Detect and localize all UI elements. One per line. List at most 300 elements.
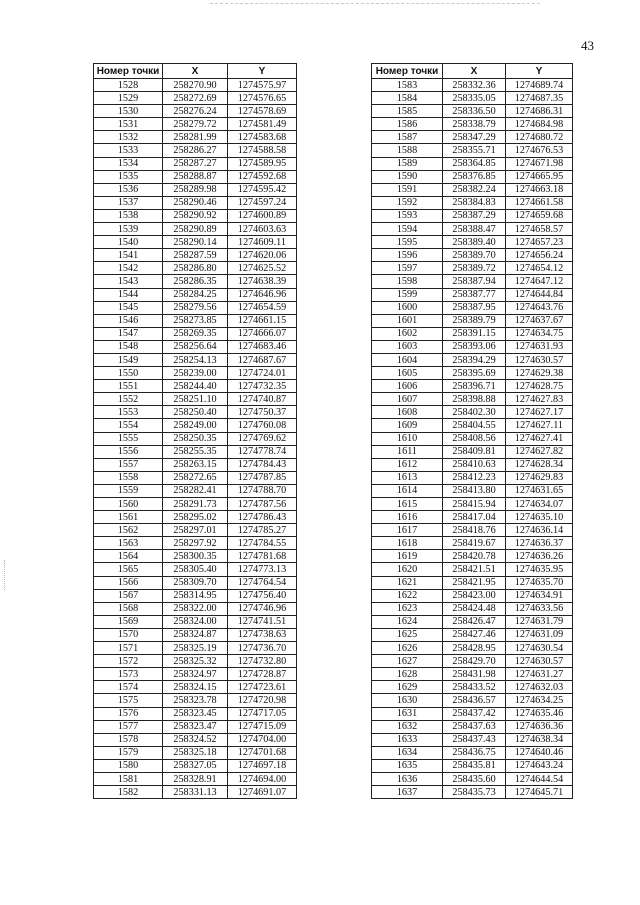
cell-x: 258323.78 <box>163 694 228 707</box>
cell-x: 258420.78 <box>443 550 506 563</box>
cell-x: 258404.55 <box>443 419 506 432</box>
table-row <box>372 642 573 655</box>
cell-point-number: 1566 <box>94 576 163 589</box>
cell-x: 258433.52 <box>443 681 506 694</box>
cell-x: 258419.67 <box>443 537 506 550</box>
cell-point-number: 1580 <box>94 759 163 772</box>
cell-y: 1274760.08 <box>227 419 296 432</box>
cell-y: 1274644.54 <box>505 772 572 785</box>
cell-point-number: 1615 <box>372 498 443 511</box>
table-row <box>94 458 297 471</box>
cell-x: 258331.13 <box>163 786 228 799</box>
cell-point-number: 1571 <box>94 642 163 655</box>
cell-y: 1274665.95 <box>505 170 572 183</box>
cell-x: 258297.01 <box>163 524 228 537</box>
cell-x: 258325.19 <box>163 642 228 655</box>
table-row <box>94 105 297 118</box>
cell-point-number: 1591 <box>372 183 443 196</box>
cell-y: 1274683.46 <box>227 340 296 353</box>
cell-point-number: 1616 <box>372 511 443 524</box>
cell-y: 1274645.71 <box>505 786 572 799</box>
table-row <box>94 288 297 301</box>
cell-x: 258284.25 <box>163 288 228 301</box>
table-row <box>372 406 573 419</box>
cell-y: 1274630.57 <box>505 655 572 668</box>
table-row <box>94 733 297 746</box>
coordinates-table-right <box>371 63 573 799</box>
table-row <box>372 209 573 222</box>
cell-point-number: 1576 <box>94 707 163 720</box>
cell-x: 258286.80 <box>163 262 228 275</box>
table-row <box>94 537 297 550</box>
cell-point-number: 1599 <box>372 288 443 301</box>
table-row <box>372 432 573 445</box>
header-y: Y <box>505 64 572 79</box>
table-row <box>94 550 297 563</box>
cell-x: 258323.47 <box>163 720 228 733</box>
cell-point-number: 1609 <box>372 419 443 432</box>
cell-y: 1274635.46 <box>505 707 572 720</box>
cell-point-number: 1541 <box>94 249 163 262</box>
cell-y: 1274787.56 <box>227 498 296 511</box>
cell-y: 1274631.79 <box>505 615 572 628</box>
table-row <box>372 249 573 262</box>
table-row <box>372 458 573 471</box>
cell-y: 1274687.67 <box>227 353 296 366</box>
cell-y: 1274661.58 <box>505 196 572 209</box>
cell-y: 1274704.00 <box>227 733 296 746</box>
cell-y: 1274636.14 <box>505 524 572 537</box>
table-row <box>94 615 297 628</box>
cell-point-number: 1627 <box>372 655 443 668</box>
table-row <box>372 118 573 131</box>
table-row <box>94 471 297 484</box>
cell-y: 1274630.54 <box>505 642 572 655</box>
table-row <box>94 380 297 393</box>
table-body-left <box>94 79 297 799</box>
table-row <box>372 353 573 366</box>
table-row <box>94 511 297 524</box>
cell-x: 258437.63 <box>443 720 506 733</box>
table-row <box>94 301 297 314</box>
cell-point-number: 1554 <box>94 419 163 432</box>
cell-y: 1274628.75 <box>505 380 572 393</box>
cell-y: 1274576.65 <box>227 92 296 105</box>
table-row <box>94 236 297 249</box>
cell-y: 1274578.69 <box>227 105 296 118</box>
scan-top-marks <box>210 3 540 8</box>
cell-x: 258263.15 <box>163 458 228 471</box>
cell-y: 1274620.06 <box>227 249 296 262</box>
cell-point-number: 1605 <box>372 367 443 380</box>
cell-x: 258322.00 <box>163 602 228 615</box>
table-row <box>372 537 573 550</box>
cell-y: 1274691.07 <box>227 786 296 799</box>
table-row <box>94 406 297 419</box>
cell-point-number: 1637 <box>372 786 443 799</box>
cell-point-number: 1545 <box>94 301 163 314</box>
cell-y: 1274592.68 <box>227 170 296 183</box>
cell-point-number: 1565 <box>94 563 163 576</box>
cell-x: 258389.79 <box>443 314 506 327</box>
cell-y: 1274694.00 <box>227 772 296 785</box>
table-row <box>372 288 573 301</box>
cell-x: 258387.94 <box>443 275 506 288</box>
cell-x: 258300.35 <box>163 550 228 563</box>
table-row <box>94 367 297 380</box>
cell-point-number: 1530 <box>94 105 163 118</box>
table-row <box>94 144 297 157</box>
cell-x: 258435.73 <box>443 786 506 799</box>
cell-y: 1274581.49 <box>227 118 296 131</box>
table-row <box>372 380 573 393</box>
cell-y: 1274597.24 <box>227 196 296 209</box>
cell-y: 1274583.68 <box>227 131 296 144</box>
table-row <box>94 642 297 655</box>
cell-x: 258388.47 <box>443 223 506 236</box>
cell-x: 258391.15 <box>443 327 506 340</box>
cell-y: 1274715.09 <box>227 720 296 733</box>
cell-point-number: 1583 <box>372 79 443 92</box>
table-row <box>94 92 297 105</box>
cell-y: 1274781.68 <box>227 550 296 563</box>
table-row <box>94 118 297 131</box>
cell-x: 258290.89 <box>163 223 228 236</box>
table-row <box>372 340 573 353</box>
cell-x: 258387.95 <box>443 301 506 314</box>
cell-point-number: 1575 <box>94 694 163 707</box>
cell-y: 1274634.25 <box>505 694 572 707</box>
cell-point-number: 1624 <box>372 615 443 628</box>
cell-y: 1274638.39 <box>227 275 296 288</box>
cell-y: 1274741.51 <box>227 615 296 628</box>
cell-y: 1274778.74 <box>227 445 296 458</box>
table-row <box>94 681 297 694</box>
cell-y: 1274738.63 <box>227 628 296 641</box>
cell-point-number: 1540 <box>94 236 163 249</box>
cell-y: 1274625.52 <box>227 262 296 275</box>
cell-y: 1274627.41 <box>505 432 572 445</box>
table-row <box>94 157 297 170</box>
cell-x: 258421.95 <box>443 576 506 589</box>
cell-y: 1274634.07 <box>505 498 572 511</box>
table-row <box>372 471 573 484</box>
cell-y: 1274643.76 <box>505 301 572 314</box>
table-row <box>94 628 297 641</box>
cell-x: 258244.40 <box>163 380 228 393</box>
table-row <box>372 92 573 105</box>
cell-x: 258250.35 <box>163 432 228 445</box>
cell-point-number: 1608 <box>372 406 443 419</box>
cell-point-number: 1536 <box>94 183 163 196</box>
scan-left-marks <box>4 560 6 590</box>
table-row <box>94 249 297 262</box>
cell-x: 258335.05 <box>443 92 506 105</box>
cell-point-number: 1626 <box>372 642 443 655</box>
cell-y: 1274647.12 <box>505 275 572 288</box>
table-row <box>372 236 573 249</box>
cell-point-number: 1543 <box>94 275 163 288</box>
table-row <box>94 759 297 772</box>
cell-point-number: 1564 <box>94 550 163 563</box>
cell-x: 258421.51 <box>443 563 506 576</box>
table-row <box>372 746 573 759</box>
table-row <box>94 262 297 275</box>
cell-y: 1274732.35 <box>227 380 296 393</box>
cell-x: 258435.81 <box>443 759 506 772</box>
cell-point-number: 1601 <box>372 314 443 327</box>
cell-y: 1274773.13 <box>227 563 296 576</box>
cell-x: 258384.83 <box>443 196 506 209</box>
cell-point-number: 1558 <box>94 471 163 484</box>
table-row <box>372 144 573 157</box>
table-row <box>372 170 573 183</box>
cell-x: 258424.48 <box>443 602 506 615</box>
cell-point-number: 1612 <box>372 458 443 471</box>
cell-y: 1274634.75 <box>505 327 572 340</box>
table-row <box>372 223 573 236</box>
cell-point-number: 1547 <box>94 327 163 340</box>
cell-x: 258281.99 <box>163 131 228 144</box>
cell-y: 1274723.61 <box>227 681 296 694</box>
cell-y: 1274671.98 <box>505 157 572 170</box>
table-row <box>372 275 573 288</box>
cell-point-number: 1551 <box>94 380 163 393</box>
table-row <box>94 746 297 759</box>
header-x: X <box>163 64 228 79</box>
table-row <box>94 498 297 511</box>
table-row <box>372 720 573 733</box>
cell-x: 258355.71 <box>443 144 506 157</box>
cell-point-number: 1563 <box>94 537 163 550</box>
cell-y: 1274632.03 <box>505 681 572 694</box>
table-row <box>372 576 573 589</box>
cell-x: 258327.05 <box>163 759 228 772</box>
cell-x: 258413.80 <box>443 484 506 497</box>
cell-y: 1274595.42 <box>227 183 296 196</box>
cell-x: 258249.00 <box>163 419 228 432</box>
table-row <box>372 301 573 314</box>
cell-x: 258417.04 <box>443 511 506 524</box>
table-row <box>372 707 573 720</box>
table-row <box>372 314 573 327</box>
cell-point-number: 1587 <box>372 131 443 144</box>
cell-y: 1274784.55 <box>227 537 296 550</box>
cell-point-number: 1603 <box>372 340 443 353</box>
cell-y: 1274636.26 <box>505 550 572 563</box>
table-header-row <box>372 64 573 79</box>
cell-y: 1274631.93 <box>505 340 572 353</box>
cell-x: 258393.06 <box>443 340 506 353</box>
table-row <box>94 720 297 733</box>
table-row <box>94 484 297 497</box>
cell-y: 1274684.98 <box>505 118 572 131</box>
cell-x: 258325.32 <box>163 655 228 668</box>
table-row <box>94 445 297 458</box>
cell-point-number: 1630 <box>372 694 443 707</box>
cell-point-number: 1619 <box>372 550 443 563</box>
cell-point-number: 1561 <box>94 511 163 524</box>
cell-point-number: 1577 <box>94 720 163 733</box>
table-row <box>372 550 573 563</box>
cell-x: 258395.69 <box>443 367 506 380</box>
table-row <box>94 563 297 576</box>
cell-y: 1274697.18 <box>227 759 296 772</box>
table-row <box>372 131 573 144</box>
table-row <box>94 432 297 445</box>
cell-y: 1274717.05 <box>227 707 296 720</box>
table-row <box>94 694 297 707</box>
cell-point-number: 1567 <box>94 589 163 602</box>
cell-point-number: 1607 <box>372 393 443 406</box>
cell-point-number: 1614 <box>372 484 443 497</box>
table-row <box>94 576 297 589</box>
cell-y: 1274720.98 <box>227 694 296 707</box>
table-row <box>372 445 573 458</box>
cell-x: 258255.35 <box>163 445 228 458</box>
cell-point-number: 1578 <box>94 733 163 746</box>
cell-x: 258389.70 <box>443 249 506 262</box>
cell-point-number: 1537 <box>94 196 163 209</box>
cell-x: 258286.27 <box>163 144 228 157</box>
coordinates-table-left <box>93 63 297 799</box>
cell-x: 258282.41 <box>163 484 228 497</box>
cell-x: 258297.92 <box>163 537 228 550</box>
cell-point-number: 1592 <box>372 196 443 209</box>
cell-y: 1274575.97 <box>227 79 296 92</box>
cell-x: 258288.87 <box>163 170 228 183</box>
cell-y: 1274631.27 <box>505 668 572 681</box>
cell-x: 258336.50 <box>443 105 506 118</box>
table-row <box>372 733 573 746</box>
cell-point-number: 1598 <box>372 275 443 288</box>
table-row <box>372 563 573 576</box>
cell-x: 258436.57 <box>443 694 506 707</box>
table-row <box>372 772 573 785</box>
cell-point-number: 1542 <box>94 262 163 275</box>
table-row <box>372 393 573 406</box>
cell-x: 258338.79 <box>443 118 506 131</box>
table-header-row <box>94 64 297 79</box>
table-row <box>372 511 573 524</box>
cell-y: 1274627.17 <box>505 406 572 419</box>
cell-x: 258305.40 <box>163 563 228 576</box>
cell-x: 258286.35 <box>163 275 228 288</box>
cell-x: 258408.56 <box>443 432 506 445</box>
cell-x: 258437.42 <box>443 707 506 720</box>
table-body-right <box>372 79 573 799</box>
cell-point-number: 1549 <box>94 353 163 366</box>
cell-y: 1274656.24 <box>505 249 572 262</box>
cell-y: 1274701.68 <box>227 746 296 759</box>
cell-y: 1274724.01 <box>227 367 296 380</box>
cell-y: 1274634.91 <box>505 589 572 602</box>
cell-y: 1274788.70 <box>227 484 296 497</box>
cell-y: 1274784.43 <box>227 458 296 471</box>
cell-x: 258254.13 <box>163 353 228 366</box>
cell-point-number: 1544 <box>94 288 163 301</box>
cell-x: 258290.92 <box>163 209 228 222</box>
cell-point-number: 1613 <box>372 471 443 484</box>
cell-x: 258290.46 <box>163 196 228 209</box>
cell-point-number: 1581 <box>94 772 163 785</box>
cell-point-number: 1634 <box>372 746 443 759</box>
cell-x: 258389.72 <box>443 262 506 275</box>
cell-x: 258272.65 <box>163 471 228 484</box>
table-row <box>94 183 297 196</box>
cell-point-number: 1529 <box>94 92 163 105</box>
table-row <box>94 419 297 432</box>
cell-y: 1274654.59 <box>227 301 296 314</box>
table-row <box>372 668 573 681</box>
cell-point-number: 1600 <box>372 301 443 314</box>
cell-point-number: 1569 <box>94 615 163 628</box>
cell-point-number: 1623 <box>372 602 443 615</box>
cell-x: 258347.29 <box>443 131 506 144</box>
table-row <box>372 615 573 628</box>
cell-x: 258410.63 <box>443 458 506 471</box>
table-row <box>94 223 297 236</box>
cell-x: 258279.72 <box>163 118 228 131</box>
cell-x: 258256.64 <box>163 340 228 353</box>
cell-point-number: 1559 <box>94 484 163 497</box>
cell-y: 1274786.43 <box>227 511 296 524</box>
cell-y: 1274689.74 <box>505 79 572 92</box>
table-row <box>94 170 297 183</box>
cell-y: 1274631.09 <box>505 628 572 641</box>
cell-point-number: 1610 <box>372 432 443 445</box>
table-row <box>372 262 573 275</box>
cell-y: 1274687.35 <box>505 92 572 105</box>
table-row <box>94 524 297 537</box>
table-row <box>372 105 573 118</box>
cell-y: 1274659.68 <box>505 209 572 222</box>
cell-x: 258324.00 <box>163 615 228 628</box>
table-row <box>372 655 573 668</box>
table-row <box>94 668 297 681</box>
cell-point-number: 1532 <box>94 131 163 144</box>
cell-x: 258287.27 <box>163 157 228 170</box>
cell-x: 258427.46 <box>443 628 506 641</box>
cell-x: 258437.43 <box>443 733 506 746</box>
cell-y: 1274666.07 <box>227 327 296 340</box>
table-row <box>372 367 573 380</box>
table-row <box>94 314 297 327</box>
cell-point-number: 1538 <box>94 209 163 222</box>
cell-point-number: 1595 <box>372 236 443 249</box>
cell-x: 258290.14 <box>163 236 228 249</box>
cell-x: 258324.15 <box>163 681 228 694</box>
table-row <box>94 196 297 209</box>
cell-point-number: 1602 <box>372 327 443 340</box>
cell-x: 258364.85 <box>443 157 506 170</box>
table-row <box>94 772 297 785</box>
cell-point-number: 1625 <box>372 628 443 641</box>
cell-y: 1274676.53 <box>505 144 572 157</box>
table-row <box>94 79 297 92</box>
table-row <box>372 524 573 537</box>
table-row <box>94 602 297 615</box>
table-row <box>372 484 573 497</box>
cell-x: 258398.88 <box>443 393 506 406</box>
cell-y: 1274658.57 <box>505 223 572 236</box>
table-row <box>94 707 297 720</box>
cell-x: 258382.24 <box>443 183 506 196</box>
cell-point-number: 1586 <box>372 118 443 131</box>
cell-x: 258394.29 <box>443 353 506 366</box>
cell-point-number: 1552 <box>94 393 163 406</box>
cell-x: 258291.73 <box>163 498 228 511</box>
